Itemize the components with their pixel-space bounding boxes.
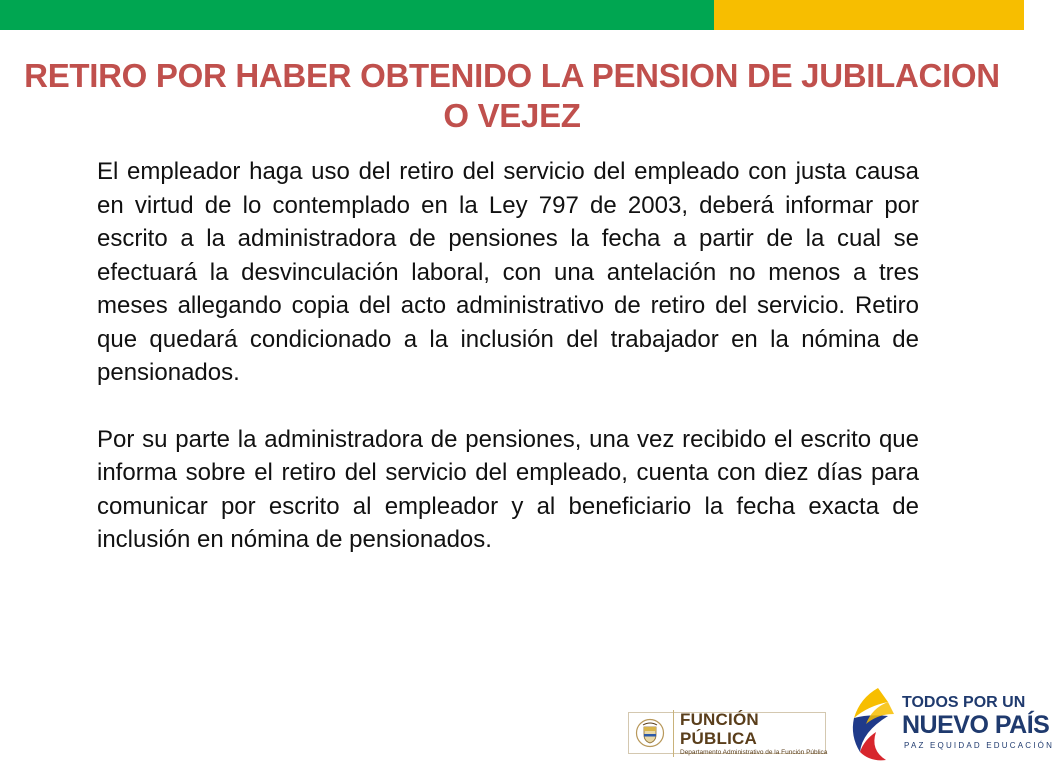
- logo-line-todos-por-un: TODOS POR UN: [902, 694, 1026, 711]
- top-color-bar: [0, 0, 1024, 30]
- funcion-publica-logo: [628, 709, 828, 756]
- top-bar-green-segment: [0, 0, 714, 30]
- slide-title: RETIRO POR HABER OBTENIDO LA PENSION DE JUBILACION O VEJEZ: [24, 57, 1000, 134]
- logo-line-nuevo-pais: NUEVO PAÍS: [902, 711, 1050, 739]
- colombia-coat-of-arms-icon: [635, 718, 665, 748]
- funcion-publica-subtitle: Departamento Administrativo de la Función Pública: [680, 748, 828, 756]
- body-paragraph-2: Por su parte la administradora de pensiones, una vez recibido el escrito que informa sobre el retiro del servicio del empleado, cuenta con diez días para comunicar por escrito al empleador y al beneficiario la fecha exacta de inclusión en nómina de pensionados.: [97, 425, 919, 553]
- colombia-flag-swoosh-icon: [848, 684, 900, 764]
- funcion-publica-name: FUNCIÓN PÚBLICA: [680, 709, 759, 748]
- body-paragraph-1: El empleador haga uso del retiro del servicio del empleado con justa causa en virtud de lo contemplado en la Ley 797 de 2003, deberá informar por escrito a la administradora de pensiones la fecha a partir de la cual se efectuará la desvinculación laboral, con una antelación no menos a tres meses allegando copia del acto administrativo de retiro del servicio. Retiro que quedará condicionado a la inclusión del trabajador en la nómina de pensionados.: [97, 158, 919, 386]
- logo-line-tagline: PAZ EQUIDAD EDUCACIÓN: [904, 741, 1054, 750]
- top-bar-yellow-segment: [714, 0, 1024, 30]
- slide-body: [97, 155, 919, 557]
- todos-por-un-nuevo-pais-logo: [848, 684, 1054, 764]
